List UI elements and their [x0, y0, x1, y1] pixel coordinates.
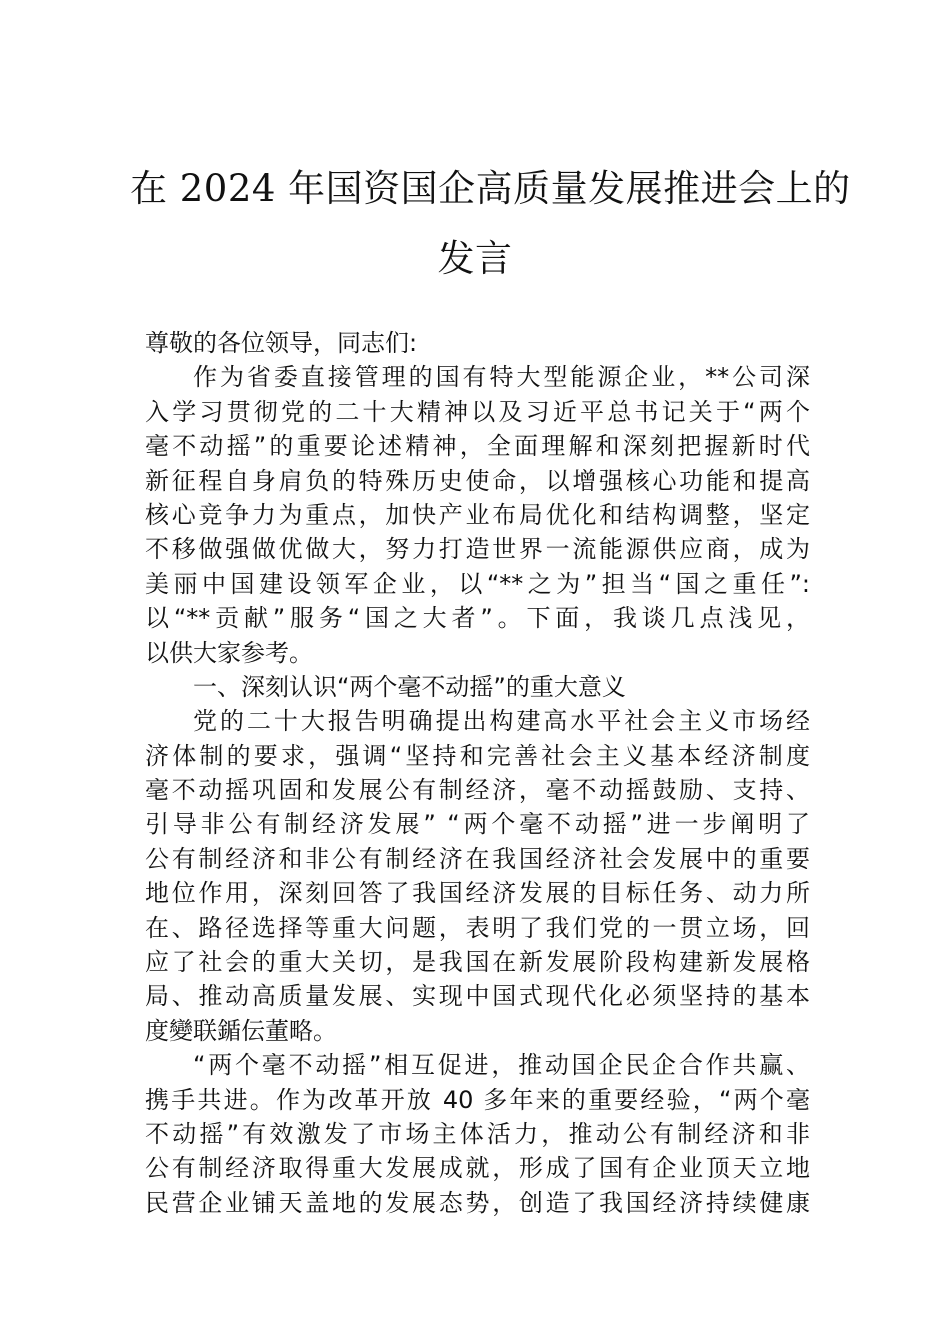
body-text-line: 毫不动摇”的重要论述精神，全面理解和深刻把握新时代 [145, 432, 810, 461]
body-text-line: 地位作用，深刻回答了我国经济发展的目标任务、动力所 [145, 879, 810, 908]
body-text-line: 以供大家参考。 [145, 638, 313, 667]
body-text-line: 不动摇”有效激发了市场主体活力，推动公有制经济和非 [145, 1119, 810, 1148]
body-text-line: 公有制经济和非公有制经济在我国经济社会发展中的重要 [145, 844, 810, 873]
body-text-line: 美丽中国建设领军企业，以“**之为”担当“国之重任”: [145, 569, 810, 598]
body-text-line: 新征程自身肩负的特殊历史使命，以增强核心功能和提高 [145, 466, 810, 495]
body-text-line: 入学习贯彻党的二十大精神以及习近平总书记关于“两个 [145, 397, 810, 426]
document-title-line-1: 在 2024 年国资国企高质量发展推进会上的 [130, 167, 851, 210]
body-text-line: 毫不动摇巩固和发展公有制经济，毫不动摇鼓励、支持、 [145, 776, 810, 805]
body-text-line: 应了社会的重大关切，是我国在新发展阶段构建新发展格 [145, 948, 810, 977]
body-text-line: 携手共进。作为改革开放 40 多年来的重要经验，“两个毫 [145, 1085, 810, 1114]
body-text-line: 公有制经济取得重大发展成就，形成了国有企业顶天立地 [145, 1154, 810, 1183]
body-text-line: 一、深刻认识“两个毫不动摇”的重大意义 [193, 672, 626, 701]
body-text-line: 济体制的要求，强调“坚持和完善社会主义基本经济制度 [145, 741, 810, 770]
body-text-line: 核心竞争力为重点，加快产业布局优化和结构调整，坚定 [145, 500, 810, 529]
body-text-line: 尊敬的各位领导，同志们: [145, 329, 418, 357]
document-title-line-2: 发言 [437, 237, 513, 280]
body-text-line: 度變联鍎伝董略。 [145, 1016, 337, 1045]
body-text-line: 引导非公有制经济发展” “两个毫不动摇”进一步阐明了 [145, 810, 810, 839]
body-text-line: 党的二十大报告明确提出构建高水平社会主义市场经 [193, 707, 810, 736]
body-text-line: “两个毫不动摇”相互促进，推动国企民企合作共赢、 [193, 1051, 810, 1080]
body-text-line: 在、路径选择等重大问题，表明了我们党的一贯立场，回 [145, 913, 810, 942]
body-text-line: 作为省委直接管理的国有特大型能源企业，**公司深 [193, 363, 810, 392]
body-text-line: 不移做强做优做大，努力打造世界一流能源供应商，成为 [145, 535, 810, 564]
body-text-line: 民营企业铺天盖地的发展态势，创造了我国经济持续健康 [145, 1188, 810, 1217]
body-text-line: 局、推动高质量发展、实现中国式现代化必须坚持的基本 [145, 982, 810, 1011]
document-body [145, 326, 810, 1220]
body-text-line: 以“**贡献”服务“国之大者”。下面，我谈几点浅见， [145, 604, 810, 633]
